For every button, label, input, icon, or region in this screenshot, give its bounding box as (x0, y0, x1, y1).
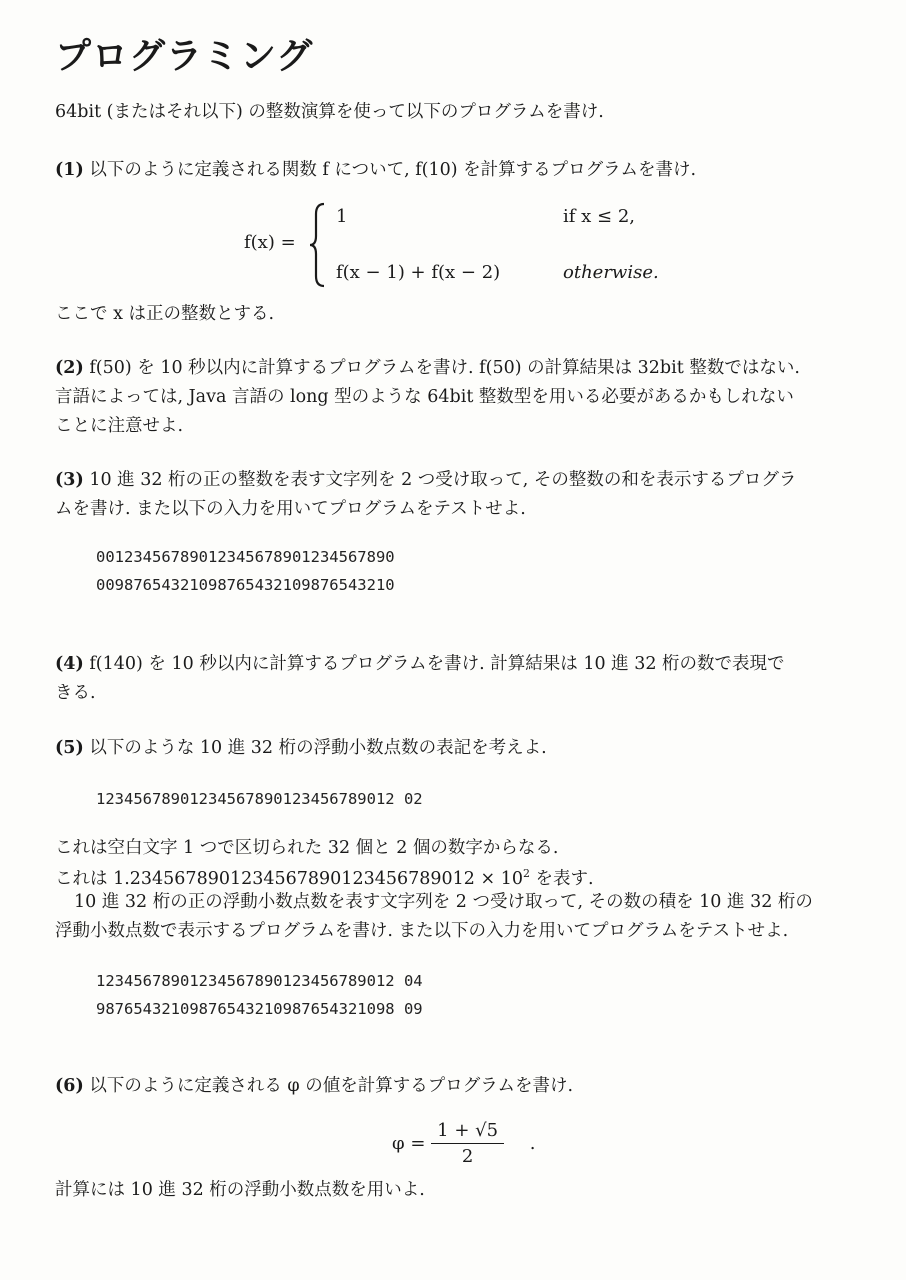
q1-number: (1) (55, 160, 84, 180)
q5-line2: これは空白文字 1 つで区切られた 32 個と 2 個の数字からなる. (55, 838, 559, 858)
q1-case2-cond: otherwise. (563, 262, 659, 283)
q4-text1: f(140) を 10 秒以内に計算するプログラムを書け. 計算結果は 10 進 32 桁の数で表現で (89, 654, 785, 674)
q5-number: (5) (55, 738, 84, 758)
q2-number: (2) (55, 358, 84, 378)
q3-number: (3) (55, 470, 84, 490)
q6-phi-period: . (529, 1133, 536, 1154)
q6-number: (6) (55, 1076, 84, 1096)
q5-line3-post: を表す. (529, 868, 594, 889)
q6-phi-denominator: 2 (461, 1146, 474, 1167)
q4-line2: きる. (55, 683, 96, 703)
q5-line3-pre: これは 1.2345678901234567890123456789012 × 10 (55, 868, 523, 889)
q5-input-2: 98765432109876543210987654321098 09 (96, 1000, 423, 1018)
q3-line1 (55, 466, 796, 494)
q5-line1 (55, 734, 547, 762)
q6-note: 計算には 10 進 32 桁の浮動小数点数を用いよ. (55, 1180, 425, 1200)
q1-lhs: f(x) = (244, 232, 296, 253)
q4-line1 (55, 650, 785, 678)
q5-line3-exp: 2 (522, 867, 530, 880)
q5-example: 12345678901234567890123456789012 02 (96, 790, 423, 808)
intro-text: 64bit (またはそれ以下) の整数演算を使って以下のプログラムを書け. (55, 102, 604, 122)
q6-phi-formula (392, 1120, 536, 1167)
q5-line4: 10 進 32 桁の正の浮動小数点数を表す文字列を 2 つ受け取って, その数の積を 10 進 32 桁の (74, 892, 813, 912)
q1-note: ここで x は正の整数とする. (55, 304, 275, 324)
q6-phi-lhs: φ = (392, 1133, 426, 1154)
q3-text1: 10 進 32 桁の正の整数を表す文字列を 2 つ受け取って, その整数の和を表示するプログラ (89, 470, 797, 490)
q5-text1: 以下のような 10 進 32 桁の浮動小数点数の表記を考えよ. (89, 738, 547, 758)
q6-phi-fraction (431, 1120, 504, 1167)
q2-line3: ことに注意せよ. (55, 416, 184, 436)
q1-case2-expr: f(x − 1) + f(x − 2) (336, 262, 501, 283)
q4-number: (4) (55, 654, 84, 674)
page-title: プログラミング (55, 36, 314, 77)
q3-input-2: 00987654321098765432109876543210 (96, 576, 395, 594)
q6-line1 (55, 1072, 573, 1100)
q1-line (55, 156, 696, 184)
q1-case1-expr: 1 (336, 206, 348, 227)
q2-text1: f(50) を 10 秒以内に計算するプログラムを書け. f(50) の計算結果は 32bit 整数ではない. (89, 358, 800, 378)
q2-line1 (55, 354, 800, 382)
q1-case1-cond: if x ≤ 2, (563, 206, 635, 227)
q6-text: 以下のように定義される φ の値を計算するプログラムを書け. (89, 1076, 574, 1096)
q1-brace (308, 202, 330, 288)
q5-input-1: 12345678901234567890123456789012 04 (96, 972, 423, 990)
q3-input-1: 00123456789012345678901234567890 (96, 548, 395, 566)
q3-line2: ムを書け. また以下の入力を用いてプログラムをテストせよ. (55, 499, 526, 519)
q1-text: 以下のように定義される関数 f について, f(10) を計算するプログラムを書け. (89, 160, 697, 180)
q6-phi-numerator: 1 + √5 (431, 1120, 504, 1144)
q2-line2: 言語によっては, Java 言語の long 型のような 64bit 整数型を用いる必要があるかもしれない (55, 387, 794, 407)
q5-line5: 浮動小数点数で表示するプログラムを書け. また以下の入力を用いてプログラムをテストせよ. (55, 921, 789, 941)
